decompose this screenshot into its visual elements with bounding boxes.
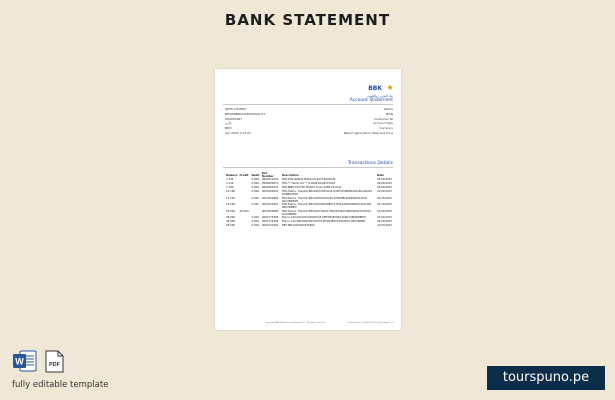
table-cell-desc: Fawri+130 002200194000043 0PH9M38792G10004 NBOB0BHM [281, 216, 366, 220]
table-cell-ref: 0652056961 [261, 203, 279, 207]
table-cell-ref: 0902550431 [261, 186, 279, 189]
info-label: Name [384, 107, 393, 111]
table-cell-date: 03/04/2025 [377, 178, 392, 181]
table-row [225, 190, 393, 197]
document-footer [265, 322, 395, 324]
table-cell-date: 01/04/2025 [377, 203, 392, 207]
statement-document [215, 69, 401, 330]
column-header: Credit [239, 173, 249, 177]
table-cell-credit [239, 197, 251, 204]
info-value: جاري [225, 121, 232, 126]
table-cell-date: 31/03/2025 [377, 224, 392, 228]
table-row [225, 224, 393, 228]
table-cell-debit: 0.000- [251, 178, 260, 181]
info-value: JOHN CITIZEN [225, 107, 246, 111]
bank-logo [367, 75, 393, 98]
table-cell-desc: FDR-Fawri+ Transfer-BP1046760G4G9H DH000BHJ000000022106 S0XUB0B0M [281, 196, 367, 203]
table-cell-desc: DEF-IBN-0003206676800 [281, 224, 315, 228]
column-header: Balance [226, 173, 238, 177]
column-header: Date [377, 173, 384, 177]
column-header: Description [281, 173, 299, 177]
editable-caption: fully editable template [12, 380, 109, 390]
table-cell-balance: 38.000 [226, 216, 236, 220]
table-cell-credit: 20.000- [239, 209, 250, 213]
table-cell-desc: FDR-BNFT-POS BH MAN01 Ques 206B-T9-0212 [281, 186, 342, 189]
table-cell-balance: 34.000 [226, 220, 236, 224]
table-cell-debit: 0.000- [251, 186, 260, 189]
table-cell-ref: 0904919150 [261, 178, 279, 181]
info-label: Account type [373, 121, 393, 126]
table-cell-desc: FDR-POS-MAN01 BHD0.50 Z4/H BAHRAIN [281, 178, 336, 181]
table-cell-debit: 0.000- [251, 224, 260, 228]
table-cell-date: 01/04/2025 [377, 216, 392, 220]
transactions-table [225, 172, 393, 228]
table-cell-date: 01/04/2025 [377, 190, 392, 193]
table-cell-credit [239, 203, 251, 210]
info-label: Currency [379, 126, 393, 131]
divider [223, 104, 393, 105]
table-cell-balance: 4.130 [226, 182, 234, 185]
table-cell-date: 01/04/2025 [377, 209, 392, 213]
transactions-heading: Transactions Details [347, 161, 393, 166]
table-cell-ref: 0662151860 [261, 224, 279, 228]
table-cell-date: 03/04/2025 [377, 182, 392, 185]
table-cell-ref: 0902600011 [261, 182, 279, 185]
column-header: Debit [251, 173, 260, 177]
info-value: 000450987 [225, 116, 243, 121]
info-value: Apr 2025 7:23 ID [225, 130, 251, 135]
table-cell-balance: 38.000 [226, 224, 236, 228]
account-info [225, 107, 393, 136]
pdf-file-icon [44, 350, 65, 373]
footer-generated: Generated on 07/04/2025 07:23:08 Page 1 of 1 [347, 322, 395, 324]
info-label: IBAN [385, 111, 393, 116]
table-cell-debit: 0.000- [251, 203, 260, 207]
table-cell-debit: 0.000- [251, 190, 260, 193]
table-cell-debit: 0.000- [251, 196, 260, 200]
bank-logo-text: BBK [368, 85, 383, 92]
column-header: Ref. Number [261, 172, 274, 178]
bank-logo-subtext: بنك البحرين والكويت [367, 94, 393, 98]
table-cell-desc: FDR-** Feeds Ltd ** G PKGED1G8475003 [281, 182, 336, 185]
info-row [225, 131, 393, 136]
table-cell-balance: 14.166 [226, 190, 236, 193]
table-cell-credit [239, 224, 251, 228]
table-cell-debit: 0.000- [251, 182, 260, 185]
table-cell-date: 02/04/2025 [377, 186, 392, 189]
table-cell-date: 01/04/2025 [377, 196, 392, 200]
page-title: BANK STATEMENT [224, 11, 391, 29]
word-icon-letter: W [15, 356, 24, 367]
star-icon: ✸ [387, 84, 393, 92]
table-cell-desc: FDR-Fawri+ Transfer-BP1045760048B973 BH14ABC00000074101001 ABCUB0BM [281, 203, 372, 210]
table-cell-credit [239, 190, 251, 197]
table-cell-ref: 0652050892 [261, 196, 279, 200]
table-cell-ref: 0662774986 [261, 216, 279, 220]
table-cell-desc: Fawri+130 ABCO00000110070-PH1N3E9723003676 ABCUB0BM [281, 220, 366, 224]
table-cell-ref: 0662774988 [261, 220, 279, 224]
footer-copyright: Copyright BBK Bahrain and Kuwait B.S.C. All rights reserved [265, 322, 326, 324]
table-cell-debit: 0.000- [251, 220, 260, 224]
info-value: BHD [225, 126, 232, 131]
table-cell-desc: FDR-Fawri+ Transfer-BP1045730001/7B9 BH08ACSB0000041100970 ACSUB0BM [281, 209, 371, 217]
table-cell-debit: 0.000- [251, 216, 260, 220]
table-row [225, 203, 393, 210]
table-cell-balance: 7.396 [226, 186, 234, 189]
info-label: Customer ID [374, 116, 393, 121]
divider [223, 167, 393, 168]
table-cell-desc: FDR-Fawri+ Transfer-BP1046760450G310 BH22UBB00001160100003 #UBB04598 [281, 190, 373, 197]
table-cell-ref: 0652200003 [261, 190, 279, 193]
account-statement-heading: Account Statement [349, 98, 393, 103]
table-cell-ref: 0652050980 [261, 209, 279, 213]
table-cell-balance: 15.656 [226, 203, 236, 207]
table-cell-balance: 2.344 [226, 178, 234, 181]
info-value: BH000BBK00000000AIU17 [225, 111, 266, 116]
table-cell-balance: 18.436 [226, 209, 236, 213]
word-file-icon [13, 350, 37, 372]
info-label: Report generation date and time [343, 130, 393, 135]
table-cell-date: 01/04/2025 [377, 220, 392, 224]
table-cell-balance: 14.350 [226, 196, 236, 200]
pdf-icon-label: PDF [49, 362, 60, 368]
site-brand-badge[interactable]: tourspuno.pe [487, 366, 605, 390]
